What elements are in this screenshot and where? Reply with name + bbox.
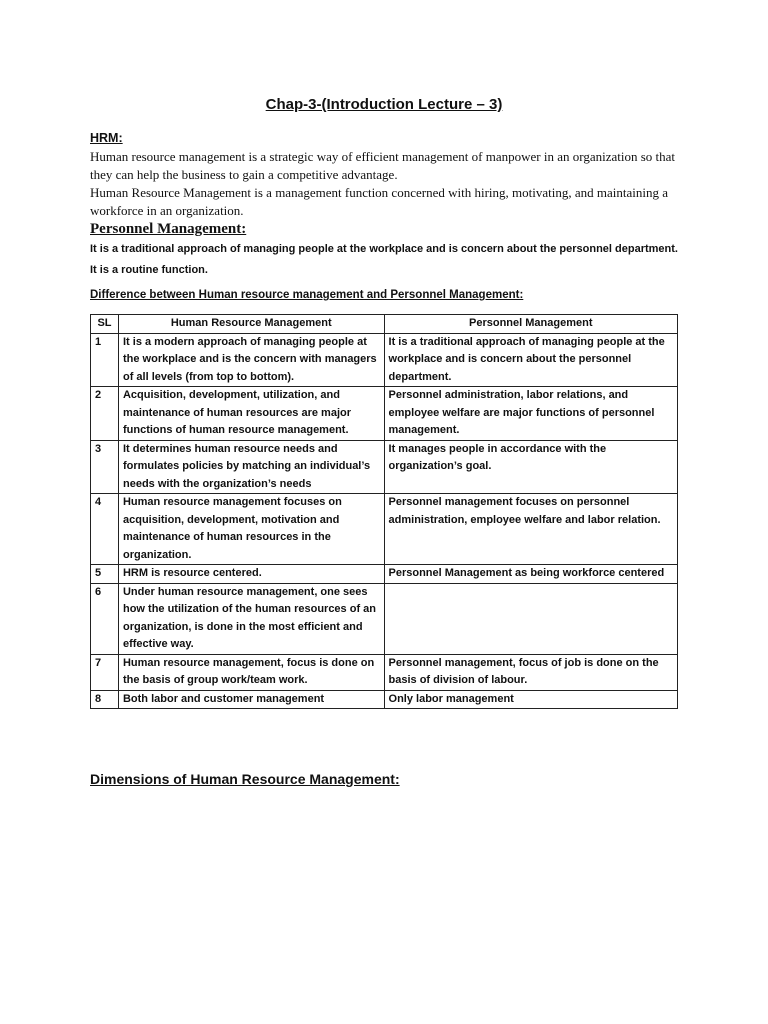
comparison-table: [90, 314, 678, 709]
table-row: [91, 333, 678, 387]
row-hrm-cell: Human resource management focuses on acquisition, development, motivation and maintenance of human resources in the organization.: [118, 494, 384, 565]
row-personnel-cell: Personnel Management as being workforce centered: [384, 565, 677, 584]
table-row: [91, 440, 678, 494]
row-hrm-cell: Acquisition, development, utilization, and maintenance of human resources are major functions of human resource management.: [118, 387, 384, 441]
hrm-paragraph-2: Human Resource Management is a management function concerned with hiring, motivating, and maintaining a workforce in an organization.: [90, 185, 668, 218]
hrm-paragraph-1: Human resource management is a strategic way of efficient management of manpower in an organization so that they can help the business to gain a competitive advantage.: [90, 149, 676, 182]
header-sl: SL: [91, 315, 119, 334]
table-row: [91, 654, 678, 690]
row-sl: 1: [91, 333, 119, 387]
dimensions-heading: Dimensions of Human Resource Management:: [90, 771, 400, 787]
comparison-table-heading: Difference between Human resource management and Personnel Management:: [90, 289, 524, 301]
header-hrm: Human Resource Management: [118, 315, 384, 334]
table-row: [91, 494, 678, 565]
row-personnel-cell: Personnel management focuses on personnel administration, employee welfare and labor relation.: [384, 494, 677, 565]
table-header-row: [91, 315, 678, 334]
row-personnel-cell: Personnel administration, labor relations, and employee welfare are major functions of personnel management.: [384, 387, 677, 441]
table-row: [91, 583, 678, 654]
personnel-management-paragraph: It is a traditional approach of managing people at the workplace and is concern about the personnel department. It is a routine function.: [90, 243, 678, 276]
page-title: Chap-3-(Introduction Lecture – 3): [265, 96, 503, 113]
row-hrm-cell: It determines human resource needs and formulates policies by matching an individual’s needs with the organization’s needs: [118, 440, 384, 494]
row-personnel-cell: Only labor management: [384, 690, 677, 709]
row-sl: 4: [91, 494, 119, 565]
table-row: [91, 387, 678, 441]
row-hrm-cell: It is a modern approach of managing people at the workplace and is the concern with managers of all levels (from top to bottom).: [118, 333, 384, 387]
row-personnel-cell: Personnel management, focus of job is done on the basis of division of labour.: [384, 654, 677, 690]
row-sl: 5: [91, 565, 119, 584]
row-sl: 7: [91, 654, 119, 690]
row-hrm-cell: Human resource management, focus is done on the basis of group work/team work.: [118, 654, 384, 690]
row-personnel-cell: [384, 583, 677, 654]
row-sl: 2: [91, 387, 119, 441]
hrm-heading: HRM:: [90, 131, 123, 145]
table-row: [91, 565, 678, 584]
header-personnel: Personnel Management: [384, 315, 677, 334]
personnel-management-heading: Personnel Management:: [90, 221, 247, 237]
row-hrm-cell: Under human resource management, one sees how the utilization of the human resources of an organization, is done in the most efficient and effective way.: [118, 583, 384, 654]
row-sl: 3: [91, 440, 119, 494]
row-sl: 8: [91, 690, 119, 709]
row-hrm-cell: Both labor and customer management: [118, 690, 384, 709]
table-row: [91, 690, 678, 709]
row-sl: 6: [91, 583, 119, 654]
row-personnel-cell: It manages people in accordance with the organization’s goal.: [384, 440, 677, 494]
row-personnel-cell: It is a traditional approach of managing people at the workplace and is concern about the personnel department.: [384, 333, 677, 387]
row-hrm-cell: HRM is resource centered.: [118, 565, 384, 584]
